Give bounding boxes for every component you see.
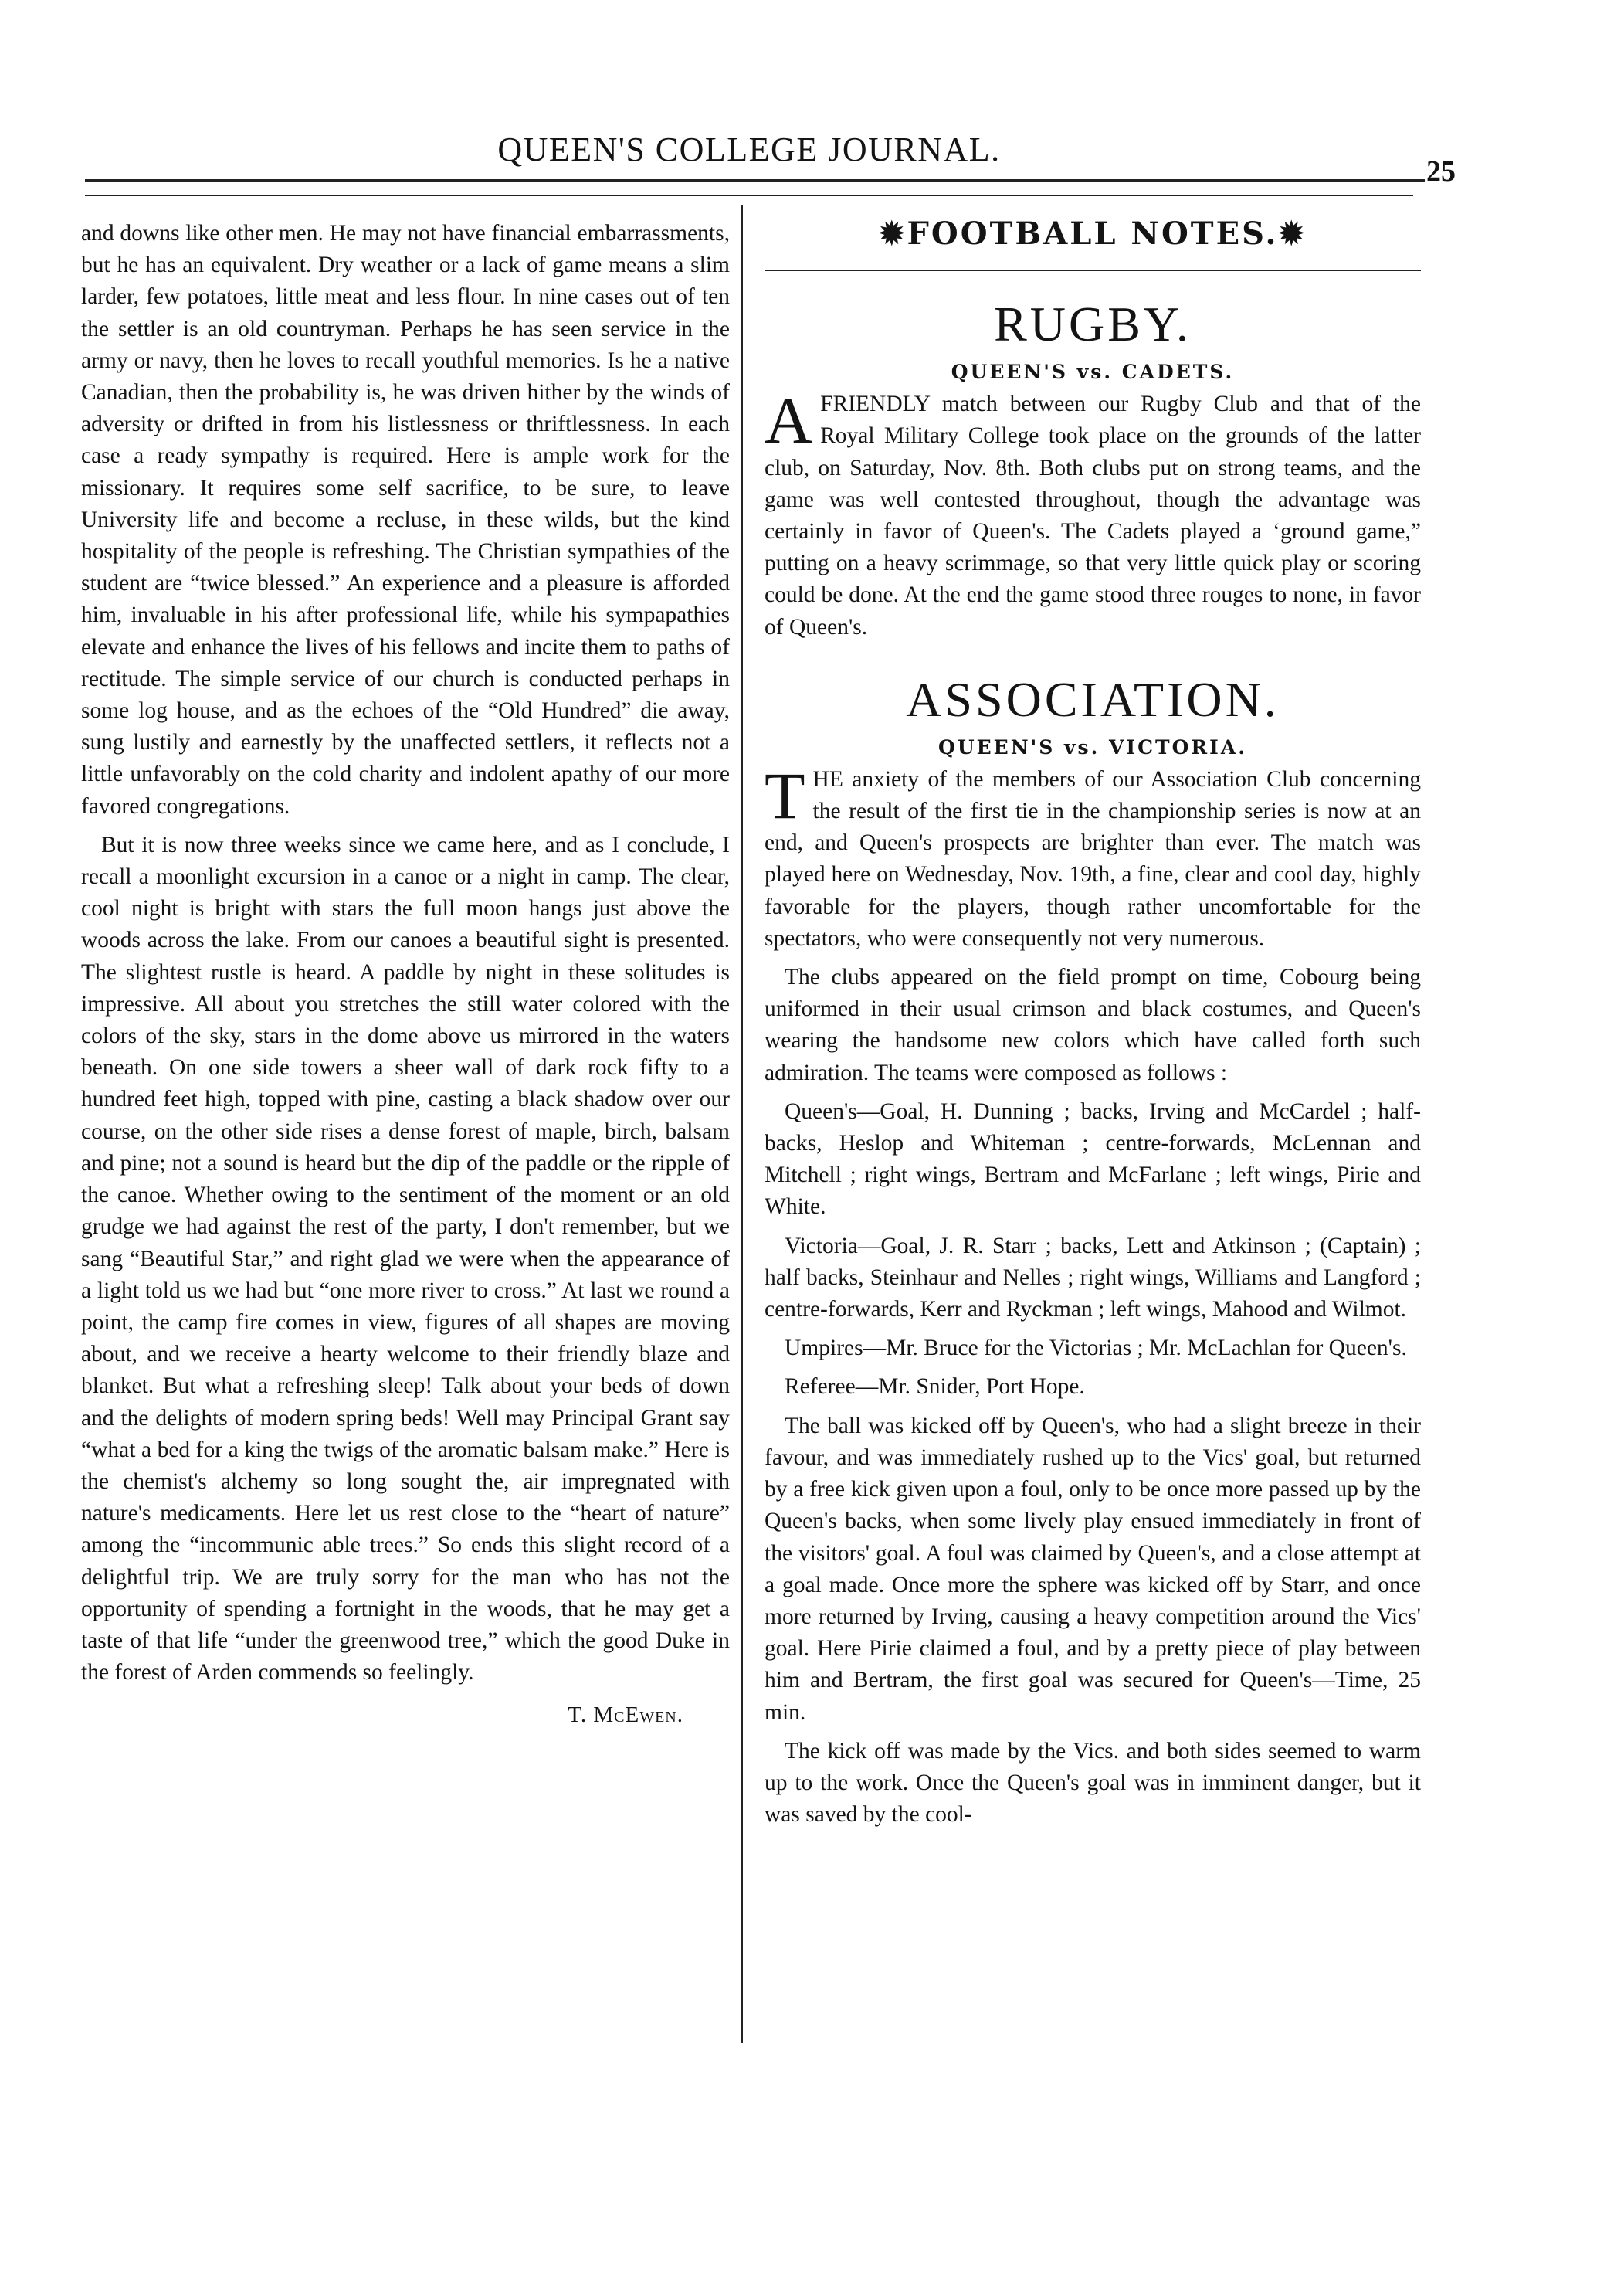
- right-column: [765, 218, 1421, 1838]
- drop-cap: A: [765, 383, 813, 458]
- page-number: 25: [1426, 155, 1456, 188]
- team-lineup: Queen's—Goal, H. Dunning ; backs, Irving and McCardel ; half-backs, Heslop and Whiteman ; centre-forwards, McLennan and Mitchell ; right wings, Bertram and McFarlane ; left wings, Pirie and White.: [765, 1098, 1421, 1220]
- section-title: ✹FOOTBALL NOTES.✹: [879, 216, 1307, 252]
- association-heading: ASSOCIATION.: [906, 671, 1280, 727]
- article-paragraph: But it is now three weeks since we came here, and as I conclude, I recall a moonlight excursion in a canoe or a night in camp. The clear, cool night is bright with stars the full moon hangs just above the woods across the lake. From our canoes a beautiful sight is presented. The slightest rustle is heard. A paddle by night in these solitudes is impressive. All about you stretches the still water colored with the colors of the sky, stars in the dome above us mirrored in the waters beneath. On one side towers a sheer wall of dark rock fifty to a hundred feet high, topped with pine, casting a black shadow over our course, on the other side rises a dense forest of maple, birch, balsam and pine; not a sound is heard but the dip of the paddle or the ripple of the canoe. Whether owing to the sentiment of the moment or an old grudge we had against the rest of the party, I don't remember, but we sang “Beautiful Star,” and right glad we were when the appearance of a light told us we had but “one more river to cross.” At last we round a point, the camp fire comes in view, figures of all shapes are moving about, and we receive a hearty welcome to their friendly blaze and blanket. But what a refreshing sleep! Talk about your beds of down and the delights of modern spring beds! Well may Principal Grant say “what a bed for a king the twigs of the aromatic balsam make.” Here is the chemist's alchemy so long sought the, air impregnated with nature's medicaments. Here let us rest close to the “heart of nature” among the “incommunic able trees.” So ends this slight record of a delightful trip. We are truly sorry for the man who has not the opportunity of spending a fortnight in the woods, that he may get a taste of that life “under the greenwood tree,” which the good Duke in the forest of Arden commends so feelingly.: [81, 832, 730, 1685]
- left-column: [81, 218, 730, 1732]
- team-lineup: Victoria—Goal, J. R. Starr ; backs, Lett and Atkinson ; (Captain) ; half backs, Steinhaur and Nelles ; right wings, Williams and Langford ; centre-forwards, Kerr and Ryckman ; left wings, Mahood and Wilmot.: [765, 1233, 1421, 1322]
- officials-line: Referee—Mr. Snider, Port Hope.: [785, 1374, 1085, 1400]
- association-match-subheading: QUEEN'S vs. VICTORIA.: [938, 735, 1247, 759]
- column-divider: [741, 205, 743, 2043]
- header-rule-top: [85, 179, 1425, 182]
- article-paragraph: and downs like other men. He may not have financial embarrassments, but he has an equivalent. Dry weather or a lack of game means a slim larder, few potatoes, little meat and less flour. In nine cases out of ten the settler is an old countryman. Perhaps he has seen service in the army or navy, then he loves to recall youthful memories. Is he a native Canadian, then the probability is, he was driven hither by the winds of adversity or drifted in from his listlessness or thriftlessness. In each case a ready sympathy is required. Here is ample work for the missionary. It requires some self sacrifice, to be sure, to leave University life and become a recluse, in these wilds, but the kind hospitality of the people is refreshing. The Christian sympathies of the student are “twice blessed.” An experience and a pleasure is afforded him, invaluable in his after professional life, while his sympapathies elevate and enhance the lives of his fellows and incite them to paths of rectitude. The simple service of our church is conducted perhaps in some log house, and as the echoes of the “Old Hundred” die away, sung lustily and earnestly by the unaffected settlers, it reflects not a little unfavorably on the cold charity and indolent apathy of our more favored congregations.: [81, 221, 730, 819]
- association-paragraph-text: HE anxiety of the members of our Association Club concerning the result of the first tie in the championship series is now at an end, and Queen's prospects are brighter than ever. The match was played here on Wednesday, Nov. 19th, a fine, clear and cool day, highly favorable for the players, though rather uncomfortable for the spectators, who were consequently not very numerous.: [765, 766, 1421, 951]
- officials-line: Umpires—Mr. Bruce for the Victorias ; Mr. McLachlan for Queen's.: [785, 1336, 1407, 1361]
- rugby-heading: RUGBY.: [994, 297, 1192, 352]
- association-paragraph: The clubs appeared on the field prompt on time, Cobourg being uniformed in their usual crimson and black costumes, and Queen's wearing the handsome new colors which have called forth such admiration. The teams were composed as follows :: [765, 965, 1421, 1085]
- rugby-paragraph: [765, 383, 1421, 643]
- rugby-match-subheading: QUEEN'S vs. CADETS.: [951, 361, 1235, 384]
- journal-title: QUEEN'S COLLEGE JOURNAL.: [497, 131, 1001, 168]
- author-signature: T. McEwen.: [568, 1702, 683, 1728]
- rugby-paragraph-text: FRIENDLY match between our Rugby Club and that of the Royal Military College took place on the grounds of the latter club, on Saturday, Nov. 8th. Both clubs put on strong teams, and the game was well contested throughout, though the advantage was certainly in favor of Queen's. The Cadets played a ‘ground game,” putting on a heavy scrimmage, so that very little quick play or scoring could be done. At the end the game stood three rouges to none, in favor of Queen's.: [765, 392, 1421, 640]
- drop-cap: T: [765, 758, 805, 833]
- header-rule-bottom: [85, 195, 1413, 196]
- association-paragraph: The ball was kicked off by Queen's, who had a slight breeze in their favour, and was immediately rushed up to the Vics' goal, but returned by a free kick given upon a foul, only to be once more passed up by the Queen's backs, when some lively play ensued immediately in front of the visitors' goal. A foul was claimed by Queen's, and a close attempt at a goal made. Once more the sphere was kicked off by Starr, and once more returned by Irving, causing a heavy competition around the Vics' goal. Here Pirie claimed a foul, and by a pretty piece of play between him and Bertram, the first goal was secured for Queen's—Time, 25 min.: [765, 1413, 1421, 1725]
- association-paragraph: [765, 758, 1421, 955]
- section-rule: [765, 270, 1421, 271]
- association-paragraph: The kick off was made by the Vics. and both sides seemed to warm up to the work. Once the Queen's goal was in imminent danger, but it was saved by the cool-: [765, 1738, 1421, 1828]
